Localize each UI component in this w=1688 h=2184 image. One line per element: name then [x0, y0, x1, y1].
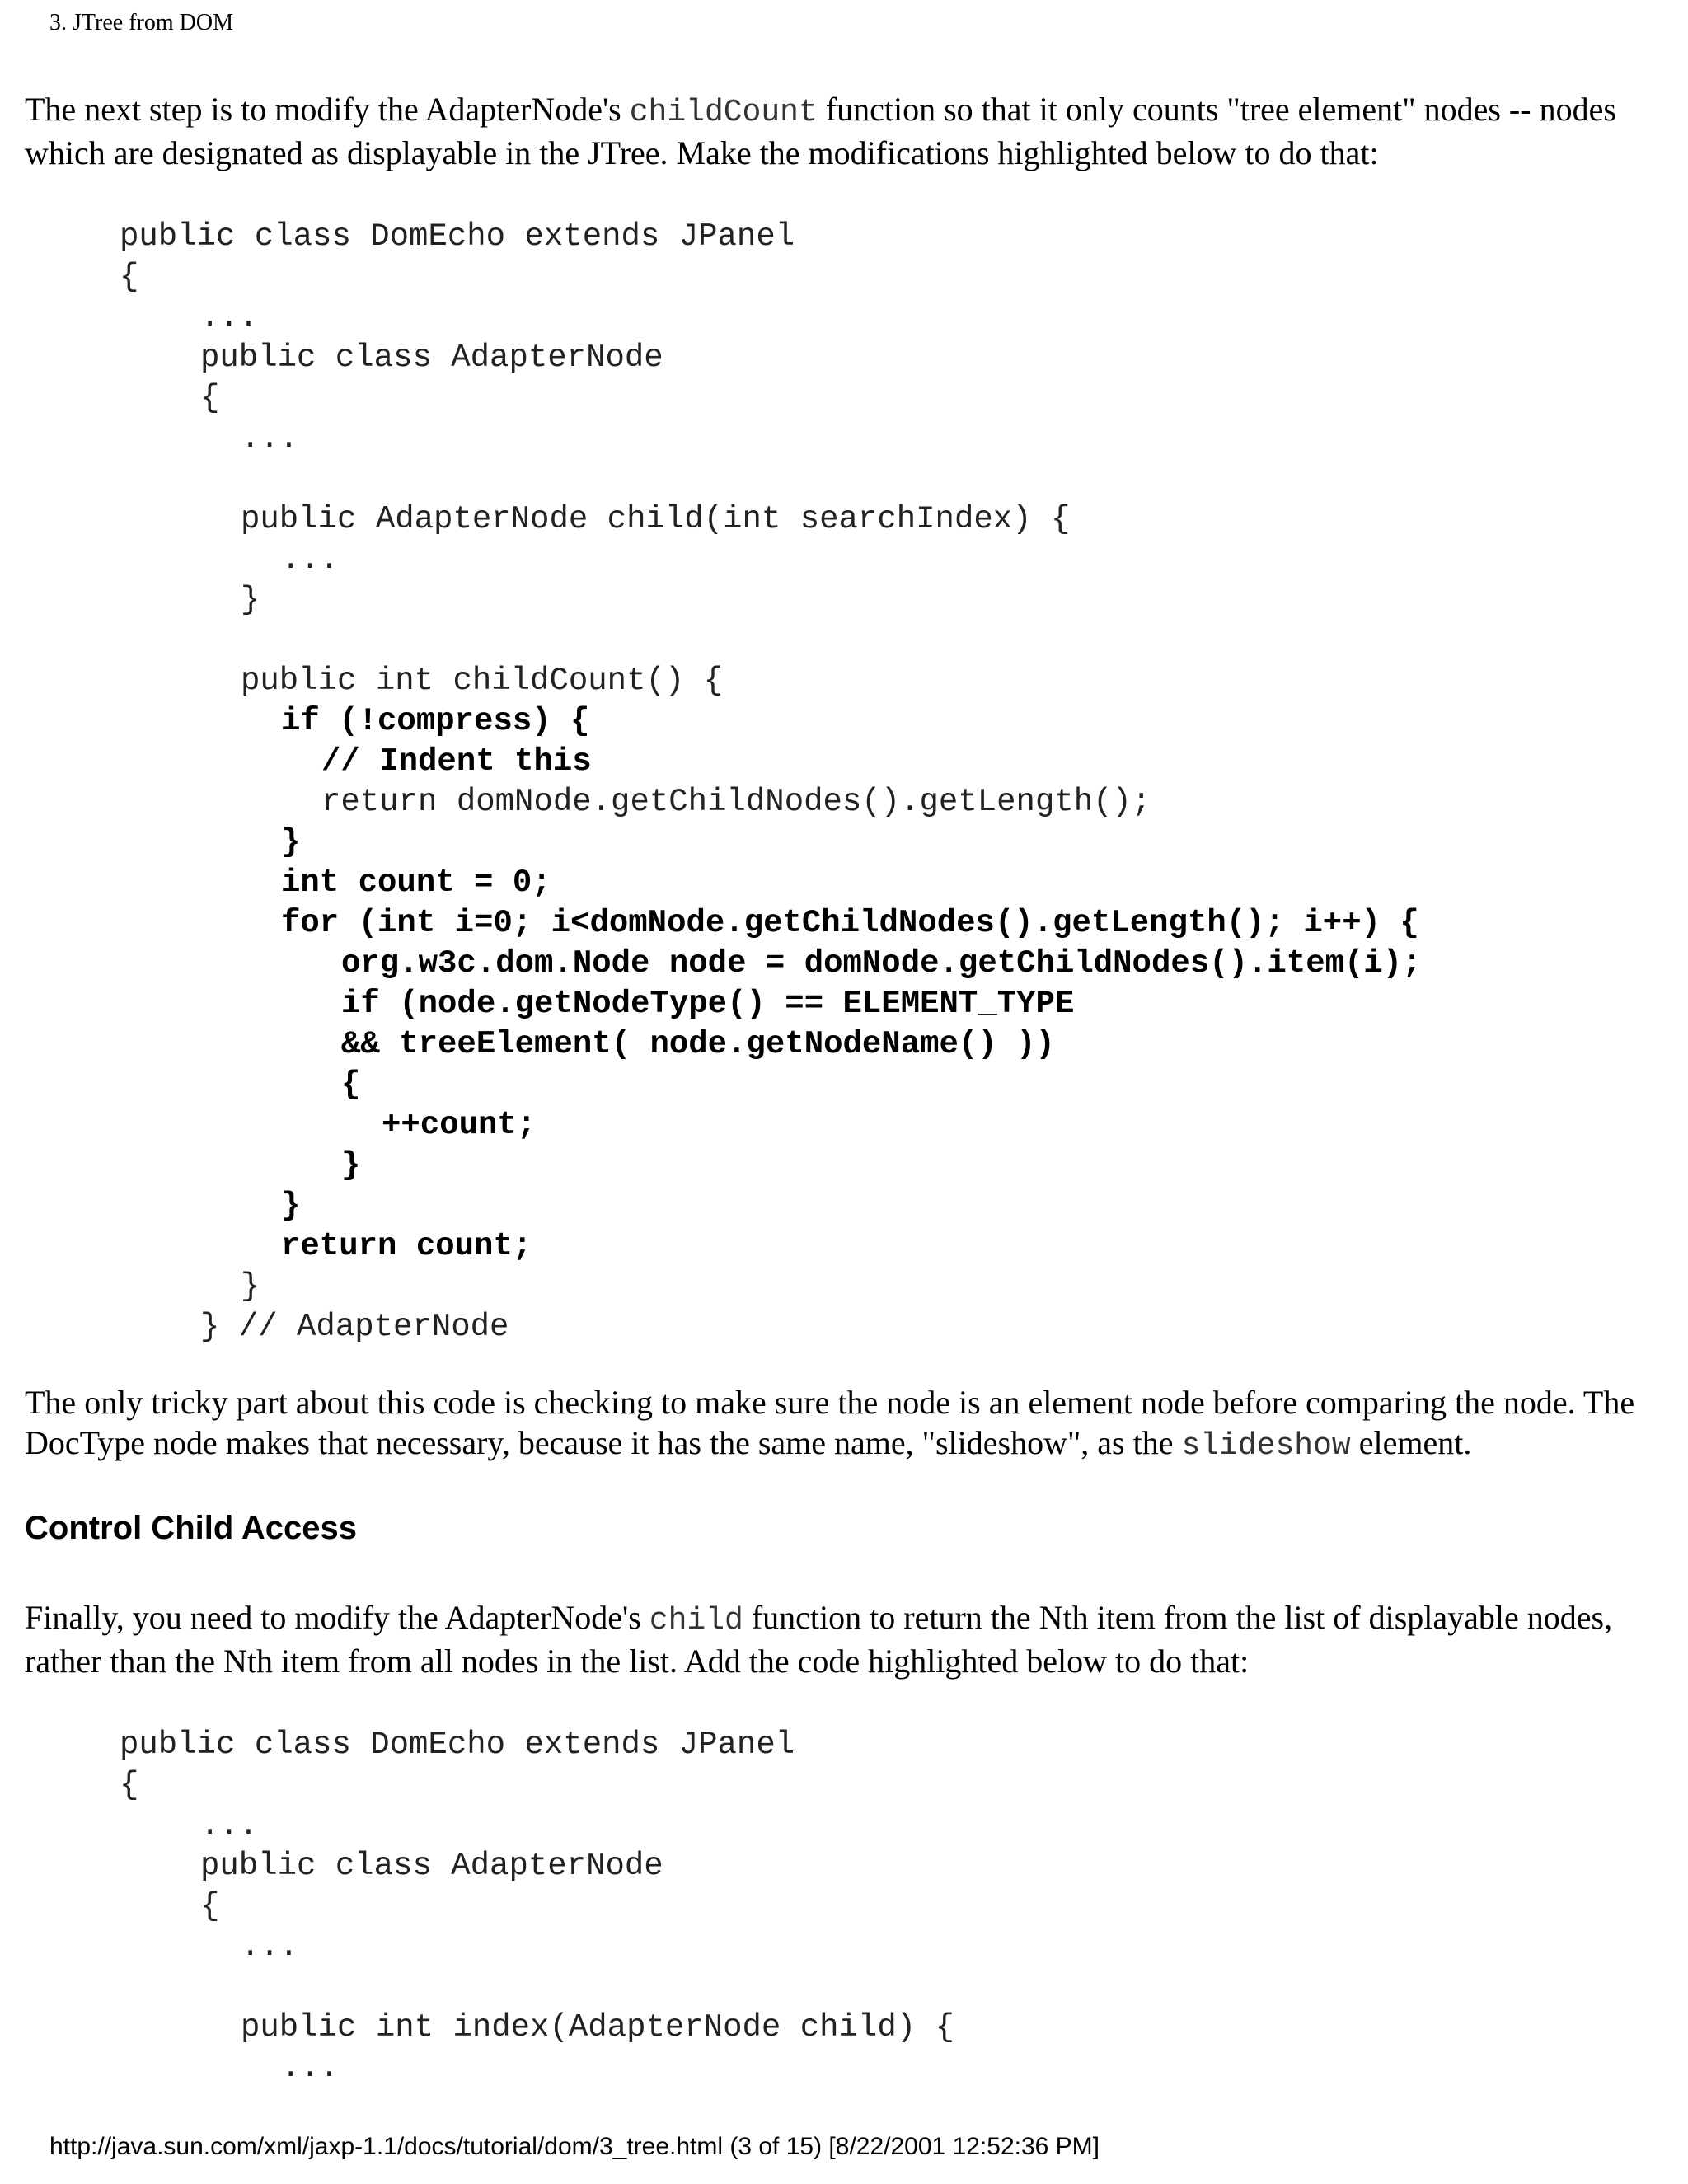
code-block-childcount	[0, 217, 1688, 1347]
code-line: }	[341, 1147, 361, 1183]
section-heading: Control Child Access	[25, 1510, 358, 1546]
code-line	[0, 1967, 1688, 2008]
code-line: }	[281, 824, 301, 860]
intro-paragraph	[25, 89, 1665, 173]
code-line: if (node.getNodeType() == ELEMENT_TYPE	[341, 986, 1075, 1022]
code-line: ...	[200, 1807, 259, 1844]
code-line: && treeElement( node.getNodeName() ))	[341, 1026, 1055, 1062]
code-line: {	[120, 259, 139, 295]
inline-code-childcount: childCount	[629, 95, 818, 130]
code-line	[0, 459, 1688, 499]
code-line: public class DomEcho extends JPanel	[120, 218, 795, 255]
code-line: public class AdapterNode	[200, 1848, 663, 1884]
code-block-child	[0, 1725, 1688, 2088]
code-line: return domNode.getChildNodes().getLength();	[321, 784, 1151, 820]
code-line: ...	[241, 420, 299, 457]
finally-text-before: Finally, you need to modify the AdapterNode's	[25, 1599, 649, 1636]
code-line: } // AdapterNode	[200, 1309, 509, 1345]
code-line: }	[241, 1268, 260, 1305]
page-header: 3. JTree from DOM	[49, 10, 233, 35]
tricky-paragraph	[25, 1382, 1665, 1466]
intro-text-before: The next step is to modify the AdapterNode's	[25, 91, 630, 128]
code-line: ++count;	[382, 1107, 537, 1143]
code-line: public class AdapterNode	[200, 340, 663, 376]
code-line: public int childCount() {	[241, 663, 724, 699]
tricky-text-after: element.	[1350, 1424, 1472, 1461]
code-line: {	[341, 1066, 361, 1103]
code-line: org.w3c.dom.Node node = domNode.getChildNodes().item(i);	[341, 945, 1422, 982]
code-line: ...	[200, 299, 259, 335]
code-line: {	[200, 1888, 220, 1924]
code-line: }	[281, 1188, 301, 1224]
code-line: public AdapterNode child(int searchIndex) {	[241, 501, 1071, 537]
intro-text-after: function so that it only counts "tree element" nodes -- nodes which are designated as displayable in the JTree. Make the modifications highlighted below to do that:	[25, 91, 1616, 171]
code-line: ...	[241, 1929, 299, 1965]
finally-text-after: function to return the Nth item from the list of displayable nodes, rather than the Nth item from all nodes in the list. Add the code highlighted below to do that:	[25, 1599, 1613, 1680]
code-line: ...	[281, 541, 340, 578]
code-line: ...	[281, 2050, 340, 2086]
code-line: if (!compress) {	[281, 703, 590, 739]
code-line: {	[200, 380, 220, 416]
finally-paragraph	[25, 1597, 1665, 1681]
code-line: public int index(AdapterNode child) {	[241, 2009, 954, 2046]
code-line: for (int i=0; i<domNode.getChildNodes().getLength(); i++) {	[281, 905, 1419, 941]
code-line: public class DomEcho extends JPanel	[120, 1727, 795, 1763]
tricky-text-before: The only tricky part about this code is checking to make sure the node is an element node before comparing the node. The DocType node makes that necessary, because it has the same name, "slideshow", as the	[25, 1384, 1635, 1461]
inline-code-child: child	[649, 1603, 743, 1638]
inline-code-slideshow: slideshow	[1181, 1428, 1351, 1464]
code-line: int count = 0;	[281, 865, 551, 901]
code-line: {	[120, 1767, 139, 1803]
code-line	[0, 621, 1688, 661]
page-footer-url: http://java.sun.com/xml/jaxp-1.1/docs/tutorial/dom/3_tree.html (3 of 15) [8/22/2001 12:52:36 PM]	[49, 2133, 1100, 2160]
code-line: // Indent this	[321, 743, 592, 780]
code-line: }	[241, 582, 260, 618]
code-line: return count;	[281, 1228, 532, 1264]
